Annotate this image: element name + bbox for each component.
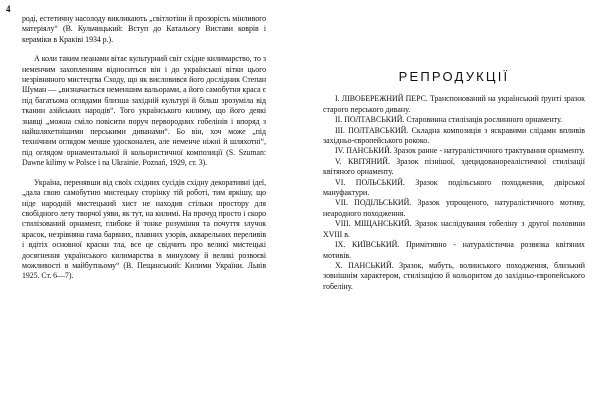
paragraph-ukrainian-kilim: А коли таким пеанами вітає культурний світ східне килимарство, то з неменчим захопленням відноситься він і до української вітки цього незрівняного мистецтва Сходу, що як висловився його дослідник Степан Шуман — „визначається неменшим вальорами, а його самобутня краса є під багатьома оглядами близша західній культурі й більш зрозуміла від тканин азійських народів“. Того українського килиму, що його деякі знавці „можна сміло повісити поруч первородних гобелінів і впоряд з найшляхетнішими перськими диванами“. Бо він, хоч може „під технічним оглядом менше удосконален, але неменче ніжні й шляхотні“, під оглядом орнаментальної й кольористичної композиції (S. Szuman: Dawne kilimy w Polsce i na Ukrainie. Poznań, 1929, ст. 3). [22,54,266,168]
reproduction-entry: IX. КИЇВСЬКИЙ. Примітивно - натуралістична розвязка квітяних мотивів. [323,240,585,260]
reproduction-entry: III. ПОЛТАВСЬКИЙ. Складна композиція з яскравими слідами впливів західньо-європейського рококо. [323,125,585,146]
paragraph-continued: роді, естетичну насолоду викликають „світлотіни й прозорість мінливого матеріялу“ (В. Кульчицький: Вступ до Катальогу Вистави коврів і кераміки в Краківі 1934 р.). [22,14,266,44]
reproduction-entry: IV. ПАНСЬКИЙ. Зразок ранне - натуралістичного трактування орнаменту. [335,146,585,156]
main-text-column [22,14,266,291]
reproductions-column [323,0,585,292]
page-number: 4 [6,4,11,14]
reproduction-entry: V. КВІТЯНИЙ. Зразок пізнішої, здецидованореалістичної стилізації квітяного орнаменту. [323,156,585,177]
reproduction-entry: VI. ПОЛЬСЬКИЙ. Зразок подільського походження, двірської мануфактури. [323,177,585,198]
paragraph-ukraine-decorative: Україна, перенявши від своїх східних сусідів східну декоративні ідеї, „дала свою самобутню мистецьку сторінку тій роботі, тим яркішу, що ніде народній мистецький хист не находив стільки простору для свобідного лету творчої уяви, як тут, на килимі. На прочуд просто і скоро стилізований орнамент, глибоке й тонке розуміння та почуття злучок красок, незрівняна гама барвних, плавних узорів, акварельних переливів і вдітіх основної краски тла, все це свідчить про великі мистецькі досягнення українського килимарства в минулому й великі розвоєві можливості в майбутньому“ (В. Пещанський: Килими України. Львів 1925. Ст. 6—7). [22,177,266,281]
reproduction-entry: II. ПОЛТАВСЬКИЙ. Старовинна стилізація рослинного орнаменту. [335,115,563,125]
reproduction-entry: VIII. МІЩАНСЬКИЙ. Зразок наслідування гобеліну з другої половини XVIII в. [323,219,585,239]
reproduction-entry: X. ПАНСЬКИЙ. Зразок, мабуть, волинського походження, близький зовнішнім характером, стилізацією й кольоритом до західньо-європейського гобеліну. [323,260,585,291]
reproductions-heading: РЕПРОДУКЦІЇ [398,69,510,84]
reproduction-entry: VII. ПОДІЛЬСЬКИЙ. Зразок упрощеного, натуралістичного мотиву, неародного походження. [323,198,585,218]
reproduction-entry: I. ЛІВОБЕРЕЖНИЙ ПЕРС. Транспонований на український ґрунті зразок старого перського дивану. [323,94,585,114]
